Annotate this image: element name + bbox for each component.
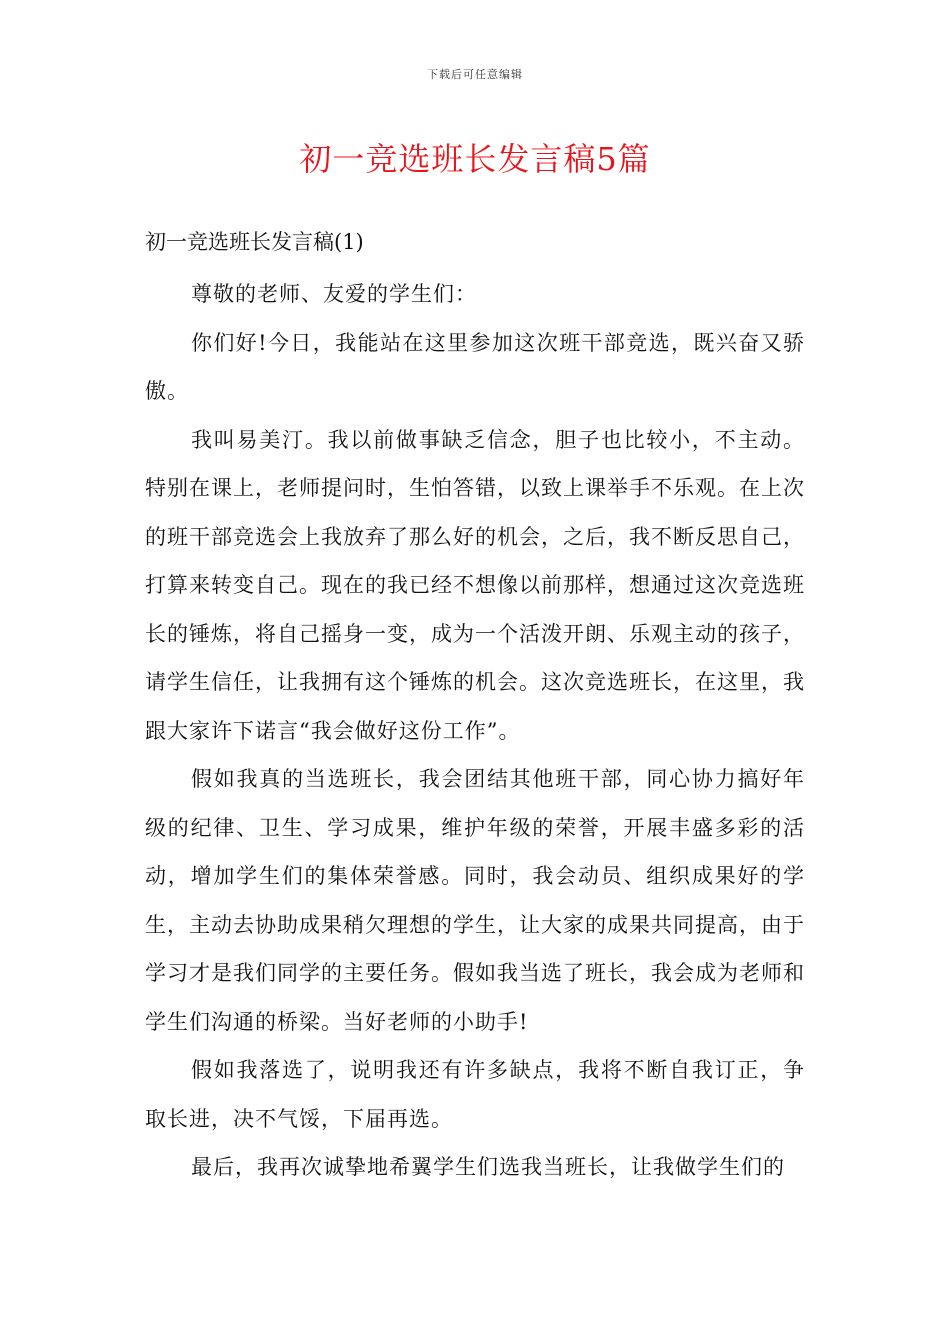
paragraph-closing: 最后，我再次诚挚地希翼学生们选我当班长，让我做学生们的 [191,1155,785,1179]
document-body [145,270,805,1192]
paragraph-salutation: 尊敬的老师、友爱的学生们： [191,282,477,306]
paragraph-plan: 假如我真的当选班长，我会团结其他班干部，同心协力搞好年级的纪律、卫生、学习成果，维护年级的荣誉，开展丰盛多彩的活动，增加学生们的集体荣誉感。同时，我会动员、组织成果好的学生，主动去协助成果稍欠理想的学生，让大家的成果共同提高，由于学习才是我们同学的主要任务。假如我当选了班长，我会成为老师和学生们沟通的桥梁。当好老师的小助手! [145,767,805,1034]
header-note: 下载后可任意编辑 [427,68,523,81]
paragraph-if-lose: 假如我落选了，说明我还有许多缺点，我将不断自我订正，争取长进，决不气馁，下届再选。 [145,1058,805,1131]
paragraph-greeting: 你们好!今日，我能站在这里参加这次班干部竞选，既兴奋又骄傲。 [145,330,805,403]
section-heading: 初一竞选班长发言稿(1) [145,230,364,254]
paragraph-introduction: 我叫易美汀。我以前做事缺乏信念，胆子也比较小，不主动。特别在课上，老师提问时，生怕答错，以致上课举手不乐观。在上次的班干部竞选会上我放弃了那么好的机会，之后，我不断反思自己，打算来转变自己。现在的我已经不想像以前那样，想通过这次竞选班长的锤炼，将自己摇身一变，成为一个活泼开朗、乐观主动的孩子，请学生信任，让我拥有这个锤炼的机会。这次竞选班长，在这里，我跟大家许下诺言“我会做好这份工作”。 [145,427,805,743]
document-title: 初一竞选班长发言稿5篇 [299,140,651,178]
